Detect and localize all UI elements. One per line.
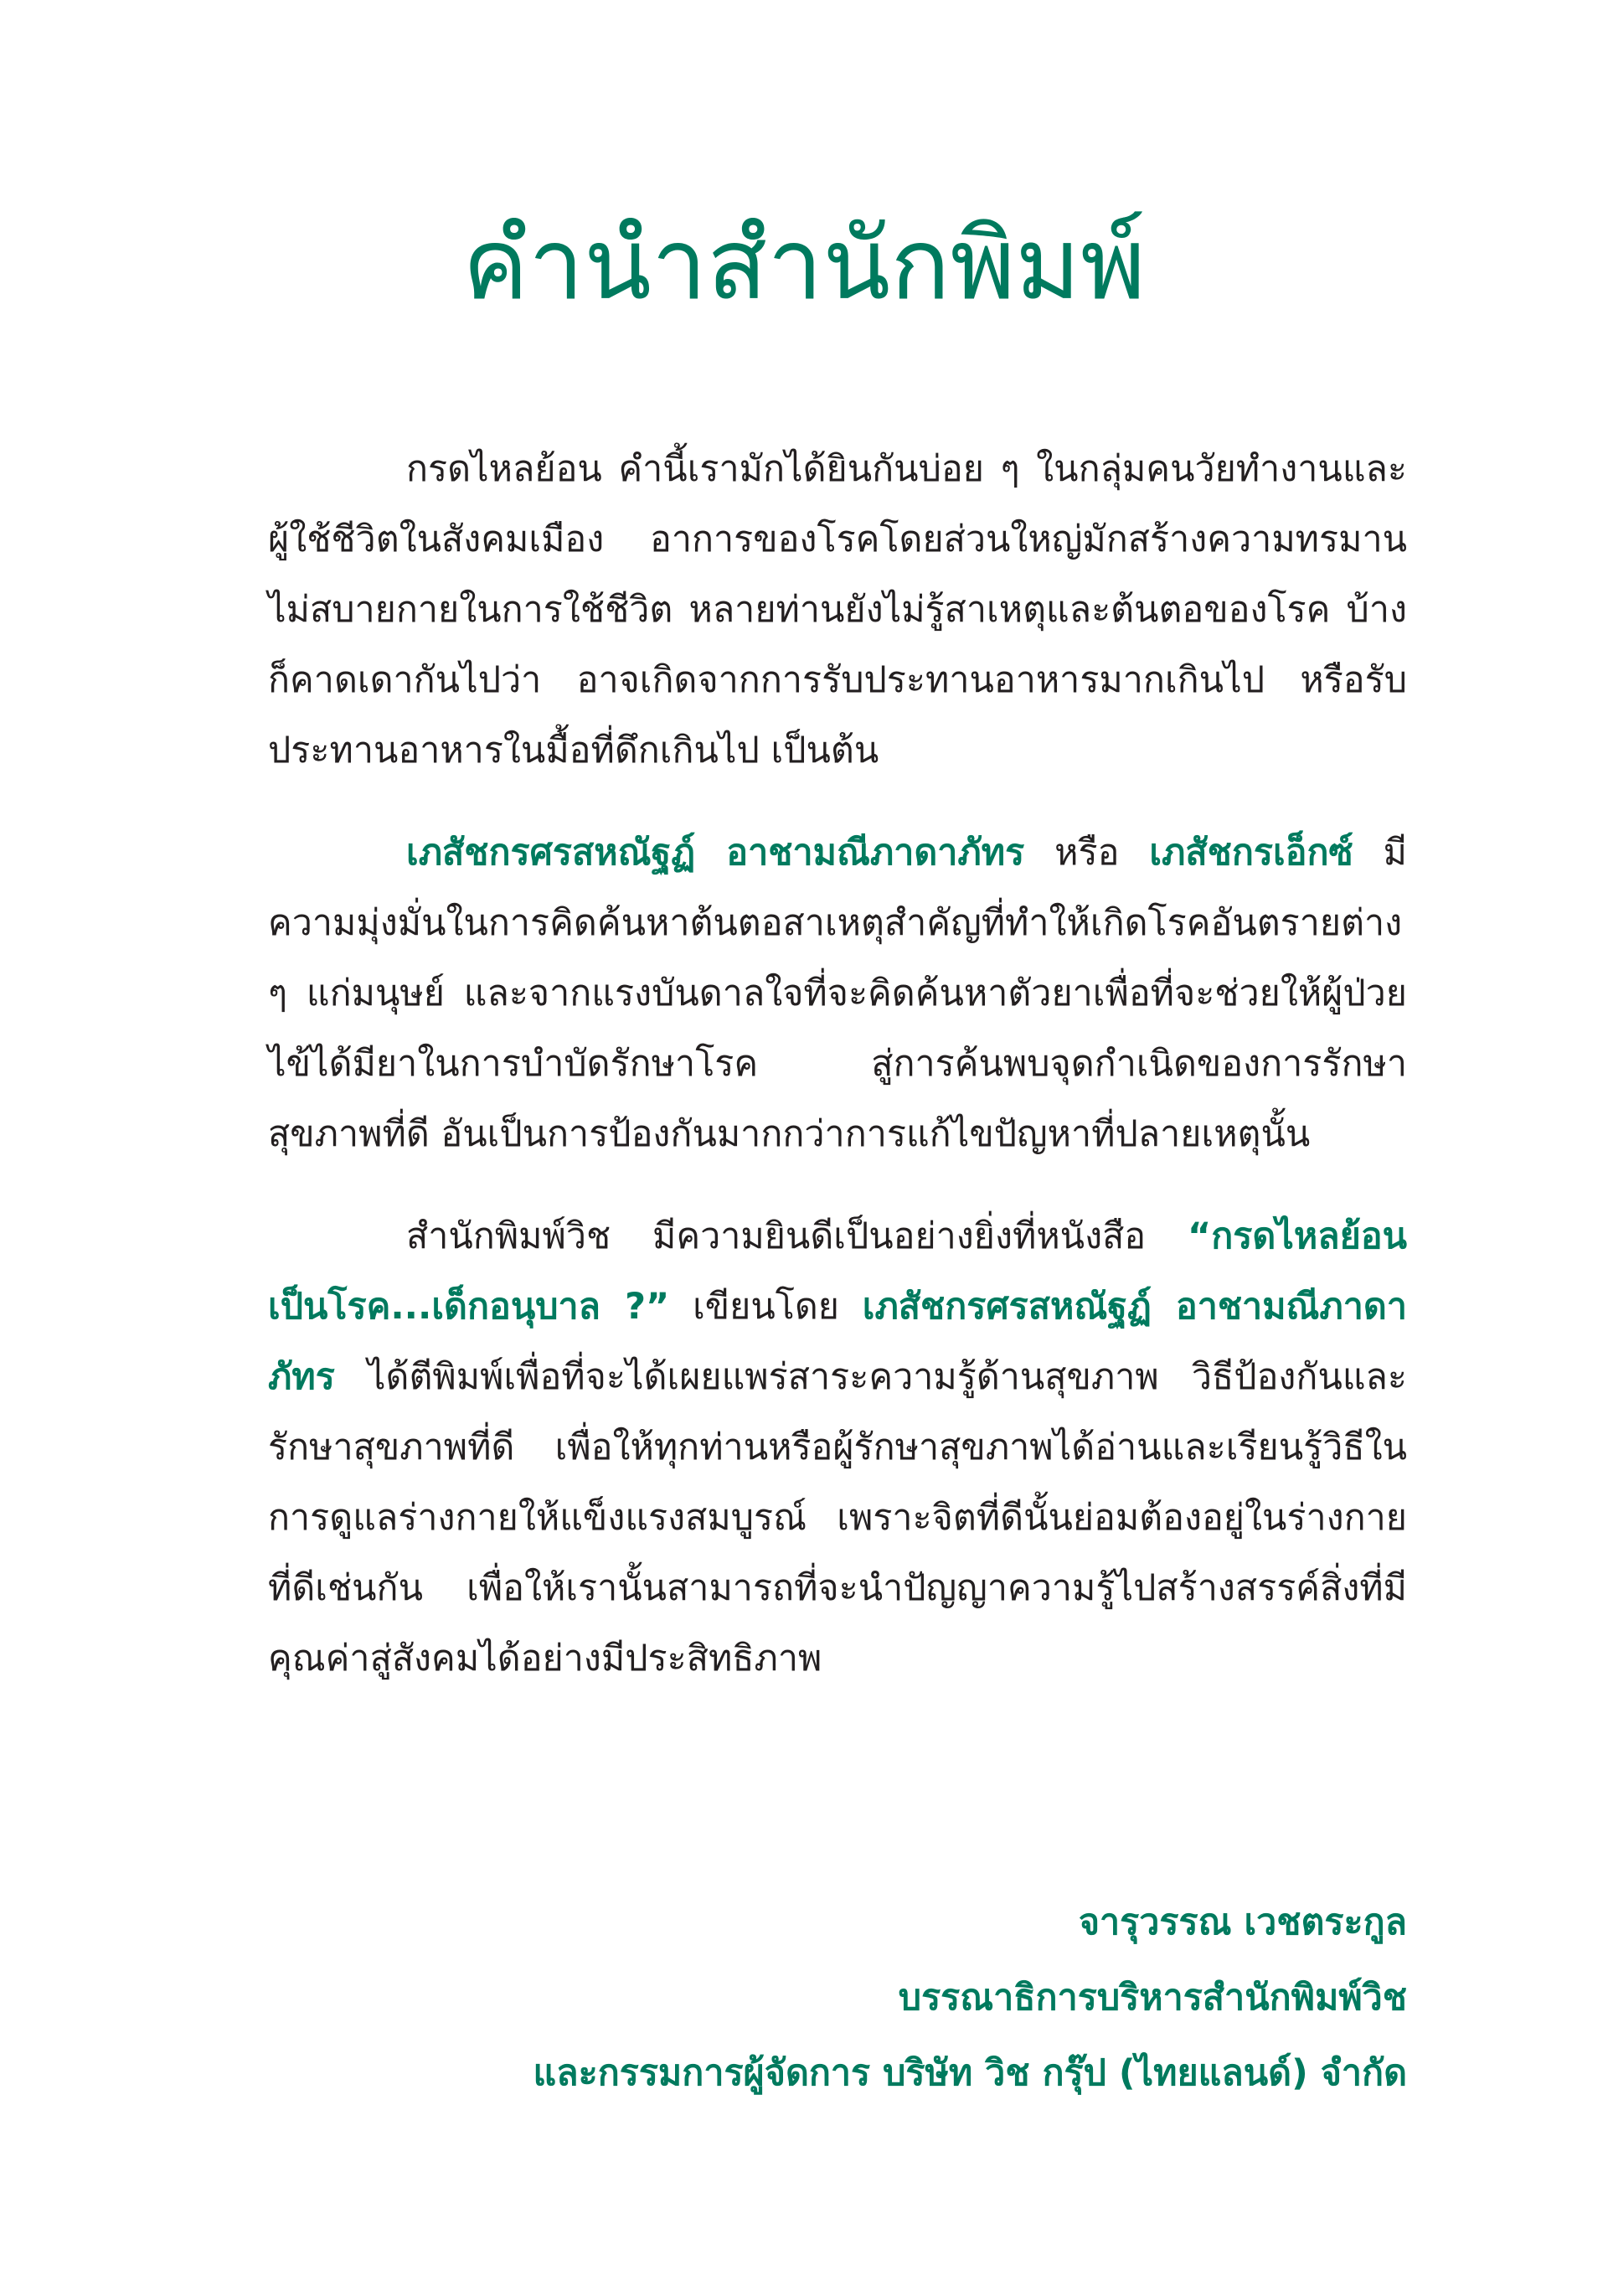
preface-body <box>268 434 1407 1726</box>
connector-text: หรือ <box>1024 832 1150 874</box>
signature-name: จารุวรรณ เวชตระกูล <box>1078 1901 1407 1943</box>
paragraph-2 <box>268 818 1407 1169</box>
page-title: คำนำสำนักพิมพ์ <box>462 206 1146 322</box>
signature-role-2: และกรรมการผู้จัดการ บริษัท วิช กรุ๊ป (ไทยแลนด์) จำกัด <box>533 2052 1407 2094</box>
author-alias: เภสัชกรเอ็กซ์ <box>1149 832 1353 874</box>
author-name: เภสัชกรศรสหณัฐฏ์ อาชามณีภาดาภัทร <box>406 832 1025 874</box>
paragraph-1 <box>268 434 1407 786</box>
paragraph-1-text: กรดไหลย้อน คำนี้เรามักได้ยินกันบ่อย ๆ ในกลุ่มคนวัยทำงานและผู้ใช้ชีวิตในสังคมเมือง อาการของโรคโดยส่วนใหญ่มักสร้างความทรมาน ไม่สบายกายในการใช้ชีวิต หลายท่านยังไม่รู้สาเหตุและต้นตอของโรค บ้างก็คาดเดากันไปว่า อาจเกิดจากการรับประทานอาหารมากเกินไป หรือรับประทานอาหารในมื้อที่ดึกเกินไป เป็นต้น <box>268 448 1407 771</box>
signature-role-1: บรรณาธิการบริหารสำนักพิมพ์วิช <box>898 1977 1407 2019</box>
author-name-2: เภสัชกรศรสหณัฐฏ์ อาชามณีภาดาภัทร <box>268 1286 1407 1398</box>
book-title: “กรดไหลย้อน เป็นโรค...เด็กอนุบาล ?” <box>268 1215 1407 1328</box>
paragraph-3 <box>268 1201 1407 1694</box>
paragraph-3-text: ได้ตีพิมพ์เพื่อที่จะได้เผยแพร่สาระความรู้ด้านสุขภาพ วิธีป้องกันและรักษาสุขภาพที่ดี เพื่อให้ทุกท่านหรือผู้รักษาสุขภาพได้อ่านและเรียนรู้วิธีในการดูแลร่างกายให้แข็งแรงสมบูรณ์ เพราะจิตที่ดีนั้นย่อมต้องอยู่ในร่างกายที่ดีเช่นกัน เพื่อให้เรานั้นสามารถที่จะนำปัญญาความรู้ไปสร้างสรรค์สิ่งที่มีคุณค่าสู่สังคมได้อย่างมีประสิทธิภาพ <box>268 1356 1407 1679</box>
paragraph-3-intro: สำนักพิมพ์วิช มีความยินดีเป็นอย่างยิ่งที่หนังสือ <box>406 1215 1188 1257</box>
signature-block <box>533 1885 1407 2111</box>
written-by-text: เขียนโดย <box>669 1286 863 1328</box>
paragraph-2-text: มีความมุ่งมั่นในการคิดค้นหาต้นตอสาเหตุสำคัญที่ทำให้เกิดโรคอันตรายต่าง ๆ แก่มนุษย์ และจากแรงบันดาลใจที่จะคิดค้นหาตัวยาเพื่อที่จะช่วยให้ผู้ป่วยไข้ได้มียาในการบำบัดรักษาโรค สู่การค้นพบจุดกำเนิดของการรักษาสุขภาพที่ดี อันเป็นการป้องกันมากกว่าการแก้ไขปัญหาที่ปลายเหตุนั้น <box>268 832 1408 1155</box>
